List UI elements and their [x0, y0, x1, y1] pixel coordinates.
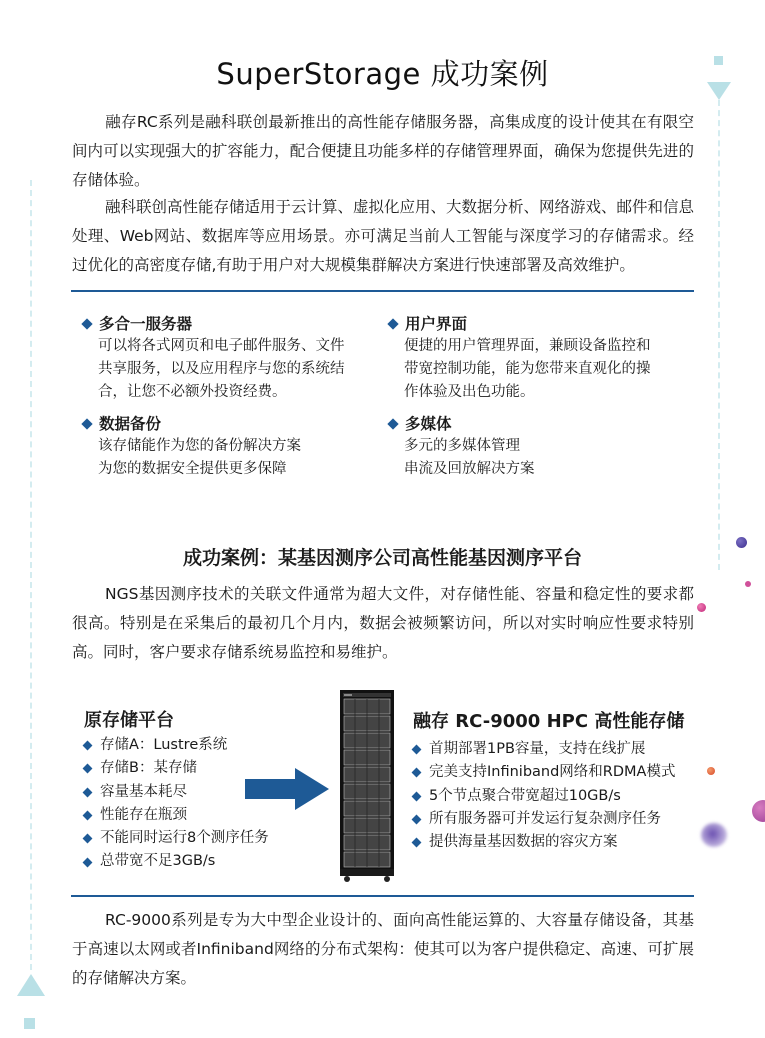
- page-title: SuperStorage 成功案例: [216, 57, 549, 91]
- list-item-text: 5个节点聚合带宽超过10GB/s: [429, 787, 621, 804]
- list-item-text: 完美支持Infiniband网络和RDMA模式: [429, 764, 676, 781]
- list-item-text: 存储B：某存储: [100, 760, 197, 777]
- decor-dashed-line-right: [718, 100, 720, 570]
- feature-body-line: 可以将各式网页和电子邮件服务、文件: [98, 338, 345, 354]
- diamond-bullet-icon: [83, 764, 93, 774]
- footer-paragraph: [72, 906, 694, 993]
- divider-bottom: [71, 895, 694, 897]
- feature-body-line: 多元的多媒体管理: [404, 438, 520, 454]
- feature-body-line: 合，让您不必额外投资经费。: [98, 384, 287, 400]
- list-item-text: 提供海量基因数据的容灾方案: [429, 834, 618, 851]
- new-platform-title: 融存 RC-9000 HPC 高性能存储: [413, 711, 685, 732]
- feature-data-backup: [80, 413, 380, 481]
- feature-all-in-one-server: [80, 313, 380, 404]
- feature-title: 数据备份: [99, 415, 162, 433]
- decor-dot-magenta-large: [752, 800, 765, 822]
- original-platform-title: 原存储平台: [84, 710, 174, 731]
- decor-dot-violet-blur: [701, 823, 727, 847]
- server-rack-image: [338, 690, 396, 883]
- diamond-bullet-icon: [83, 834, 93, 844]
- feature-title: 多合一服务器: [99, 315, 193, 333]
- new-platform-list: [409, 738, 675, 854]
- decor-square-bottom: [24, 1018, 35, 1029]
- list-item: [409, 808, 675, 831]
- list-item-text: 总带宽不足3GB/s: [100, 853, 216, 870]
- diamond-bullet-icon: [387, 418, 398, 429]
- list-item: [80, 850, 269, 873]
- list-item: [80, 757, 269, 780]
- list-item: [80, 734, 269, 757]
- feature-title: 多媒体: [405, 415, 452, 433]
- decor-dot-pink-small: [745, 581, 751, 587]
- list-item: [409, 831, 675, 854]
- decor-dashed-line-left: [30, 180, 32, 970]
- diamond-bullet-icon: [412, 838, 422, 848]
- diamond-bullet-icon: [412, 768, 422, 778]
- diamond-bullet-icon: [83, 787, 93, 797]
- feature-body-line: 便捷的用户管理界面，兼顾设备监控和: [404, 338, 651, 354]
- case-title: 成功案例：某基因测序公司高性能基因测序平台: [182, 547, 582, 569]
- list-item-text: 不能同时运行8个测序任务: [100, 830, 269, 847]
- intro-paragraph-2: [72, 193, 694, 280]
- decor-dot-orange: [707, 767, 715, 775]
- intro-paragraph-2-text: 融科联创高性能存储适用于云计算、虚拟化应用、大数据分析、网络游戏、邮件和信息处理、Web网站、数据库等应用场景。亦可满足当前人工智能与深度学习的存储需求。经过优化的高密度存储,有助于用户对大规模集群解决方案进行快速部署及高效维护。: [72, 198, 695, 274]
- feature-body-line: 作体验及出色功能。: [404, 384, 535, 400]
- case-description-text: NGS基因测序技术的关联文件通常为超大文件，对存储性能、容量和稳定性的要求都很高。特别是在采集后的最初几个月内，数据会被频繁访问，所以对实时响应性要求特别高。同时，客户要求存储系统易监控和易维护。: [72, 585, 694, 661]
- decor-triangle-up: [17, 974, 45, 996]
- intro-paragraph-1: [72, 108, 694, 195]
- list-item: [409, 785, 675, 808]
- feature-multimedia: [386, 413, 686, 481]
- footer-paragraph-text: RC-9000系列是专为大中型企业设计的、面向高性能运算的、大容量存储设备，其基于高速以太网或者Infiniband网络的分布式架构：使其可以为客户提供稳定、高速、可扩展的存储解决方案。: [72, 911, 694, 987]
- list-item-text: 首期部署1PB容量，支持在线扩展: [429, 741, 646, 757]
- feature-body-line: 带宽控制功能，能为您带来直观化的操: [404, 361, 651, 377]
- divider-top: [71, 290, 694, 292]
- feature-body-line: 该存储能作为您的备份解决方案: [98, 438, 301, 454]
- decor-dot-pink: [697, 603, 706, 612]
- feature-body-line: 串流及回放解决方案: [404, 461, 535, 477]
- diamond-bullet-icon: [387, 318, 398, 329]
- list-item-text: 所有服务器可并发运行复杂测序任务: [429, 810, 661, 827]
- list-item-text: 性能存在瓶颈: [100, 806, 187, 823]
- list-item-text: 容量基本耗尽: [100, 783, 187, 800]
- feature-body-line: 共享服务，以及应用程序与您的系统结: [98, 361, 345, 377]
- diamond-bullet-icon: [83, 741, 93, 751]
- list-item: [409, 761, 675, 784]
- list-item: [80, 781, 269, 804]
- diamond-bullet-icon: [412, 815, 422, 825]
- original-platform-list: [80, 734, 269, 874]
- feature-body-line: 为您的数据安全提供更多保障: [98, 461, 287, 477]
- diamond-bullet-icon: [81, 418, 92, 429]
- list-item: [409, 738, 675, 761]
- diamond-bullet-icon: [412, 791, 422, 801]
- feature-title: 用户界面: [405, 315, 468, 333]
- feature-user-interface: [386, 313, 686, 404]
- list-item: [80, 804, 269, 827]
- diamond-bullet-icon: [83, 857, 93, 867]
- intro-paragraph-1-text: 融存RC系列是融科联创最新推出的高性能存储服务器，高集成度的设计使其在有限空间内可以实现强大的扩容能力，配合便捷且功能多样的存储管理界面，确保为您提供先进的存储体验。: [72, 113, 694, 189]
- diamond-bullet-icon: [83, 811, 93, 821]
- case-description: [72, 580, 694, 667]
- diamond-bullet-icon: [412, 745, 422, 755]
- list-item: [80, 827, 269, 850]
- diamond-bullet-icon: [81, 318, 92, 329]
- right-arrow-icon: [245, 768, 329, 810]
- list-item-text: 存储A：Lustre系统: [100, 737, 228, 753]
